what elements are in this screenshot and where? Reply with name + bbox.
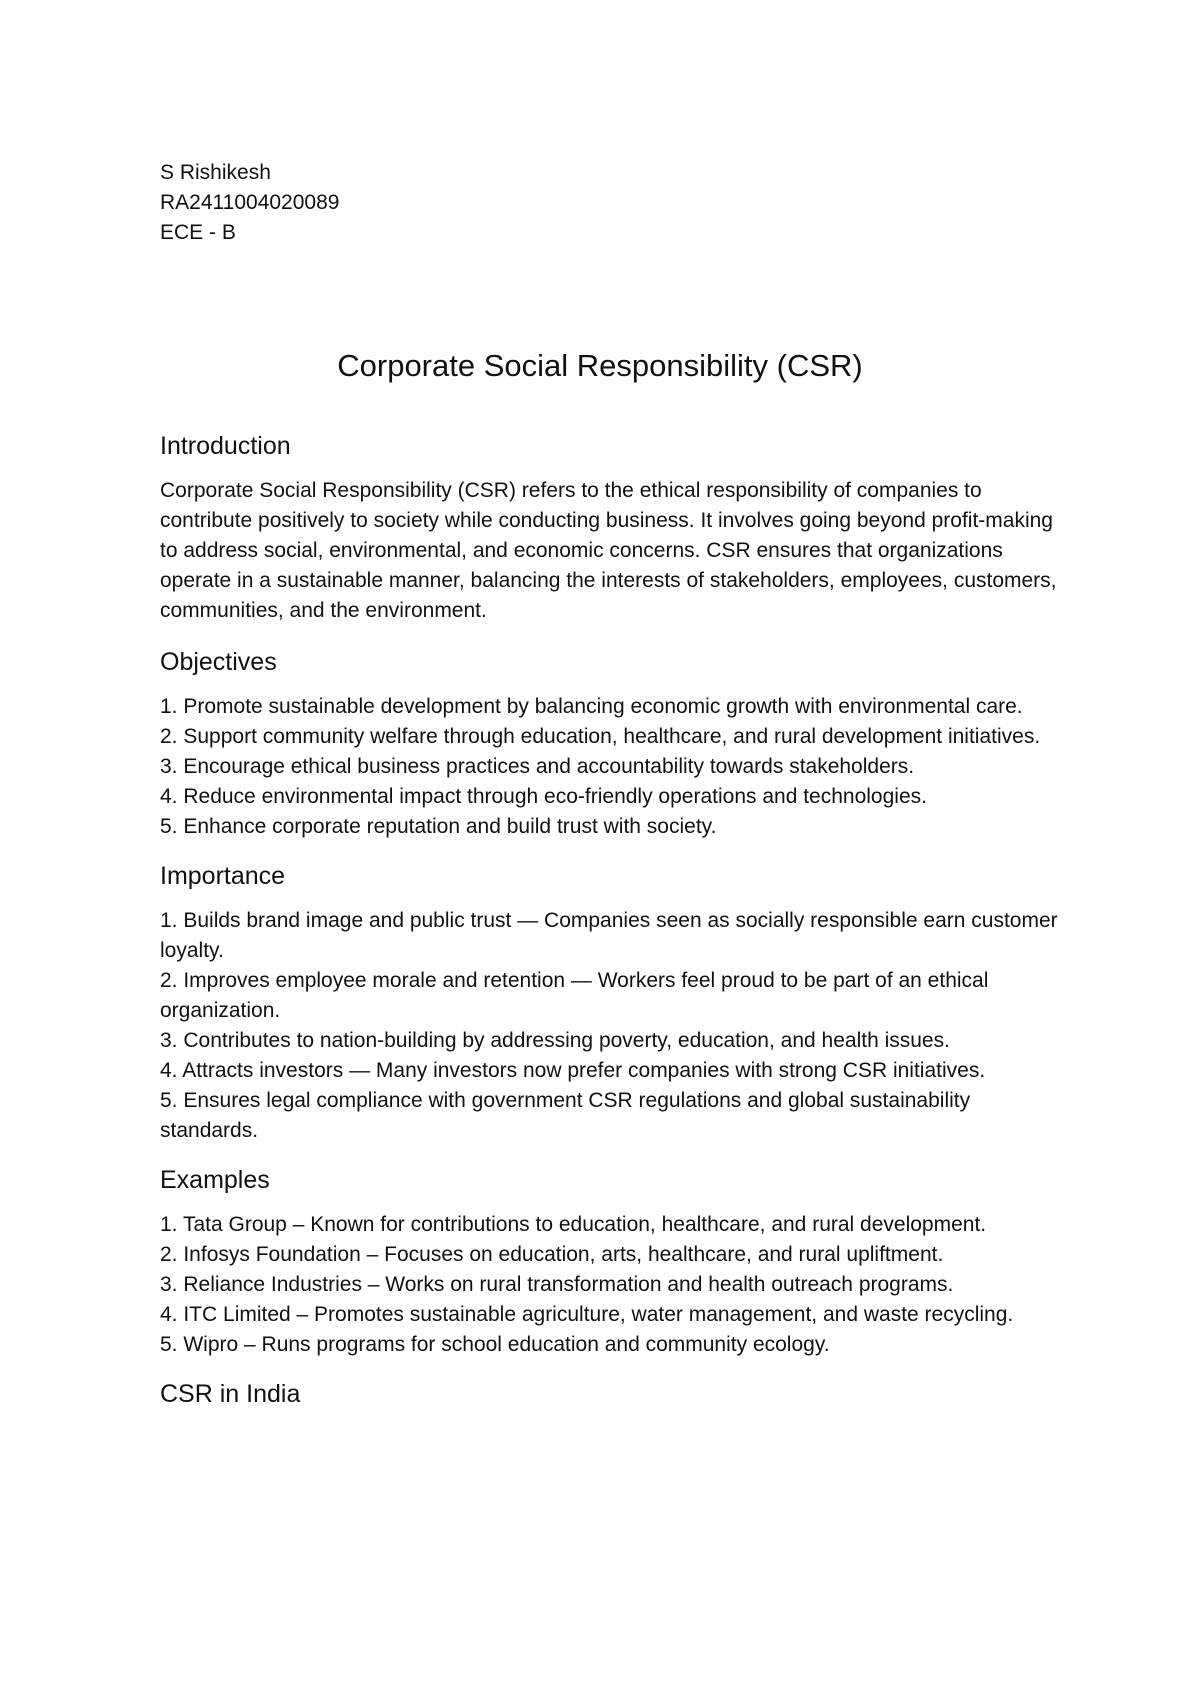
student-info xyxy=(160,158,339,248)
list-item: 1. Tata Group – Known for contributions to education, healthcare, and rural development. xyxy=(160,1213,987,1236)
importance-list xyxy=(160,906,1060,1146)
list-item: 1. Builds brand image and public trust — Companies seen as socially responsible earn customer loyalty. xyxy=(160,909,1058,962)
objectives-heading: Objectives xyxy=(160,648,277,676)
document-title: Corporate Social Responsibility (CSR) xyxy=(337,348,863,383)
class-section: ECE - B xyxy=(160,221,236,244)
list-item: 5. Enhance corporate reputation and build trust with society. xyxy=(160,815,717,838)
list-item: 2. Support community welfare through education, healthcare, and rural development initiatives. xyxy=(160,725,1041,748)
list-item: 5. Wipro – Runs programs for school education and community ecology. xyxy=(160,1333,830,1356)
list-item: 4. Reduce environmental impact through eco-friendly operations and technologies. xyxy=(160,785,927,808)
registration-number: RA2411004020089 xyxy=(160,191,340,214)
importance-heading: Importance xyxy=(160,862,286,890)
list-item: 3. Contributes to nation-building by addressing poverty, education, and health issues. xyxy=(160,1029,950,1052)
list-item: 1. Promote sustainable development by balancing economic growth with environmental care. xyxy=(160,695,1023,718)
list-item: 2. Improves employee morale and retention — Workers feel proud to be part of an ethical organization. xyxy=(160,969,989,1022)
csr-india-section xyxy=(160,1378,1060,1410)
objectives-section xyxy=(160,646,1060,842)
importance-section xyxy=(160,860,1060,1146)
list-item: 4. ITC Limited – Promotes sustainable agriculture, water management, and waste recycling. xyxy=(160,1303,1014,1326)
introduction-heading: Introduction xyxy=(160,432,291,460)
list-item: 2. Infosys Foundation – Focuses on education, arts, healthcare, and rural upliftment. xyxy=(160,1243,944,1266)
examples-heading: Examples xyxy=(160,1166,270,1194)
examples-list xyxy=(160,1210,1060,1360)
introduction-paragraph: Corporate Social Responsibility (CSR) refers to the ethical responsibility of companies to contribute positively to society while conducting business. It involves going beyond profit-making to address social, environmental, and economic concerns. CSR ensures that organizations operate in a sustainable manner, balancing the interests of stakeholders, employees, customers, communities, and the environment. xyxy=(160,479,1057,622)
examples-section xyxy=(160,1164,1060,1360)
csr-india-heading: CSR in India xyxy=(160,1380,301,1408)
introduction-section xyxy=(160,430,1060,626)
student-name: S Rishikesh xyxy=(160,161,271,184)
objectives-list xyxy=(160,692,1060,842)
list-item: 3. Encourage ethical business practices and accountability towards stakeholders. xyxy=(160,755,915,778)
list-item: 4. Attracts investors — Many investors now prefer companies with strong CSR initiatives. xyxy=(160,1059,986,1082)
list-item: 5. Ensures legal compliance with government CSR regulations and global sustainability standards. xyxy=(160,1089,971,1142)
document-body xyxy=(160,430,1060,1424)
list-item: 3. Reliance Industries – Works on rural transformation and health outreach programs. xyxy=(160,1273,954,1296)
